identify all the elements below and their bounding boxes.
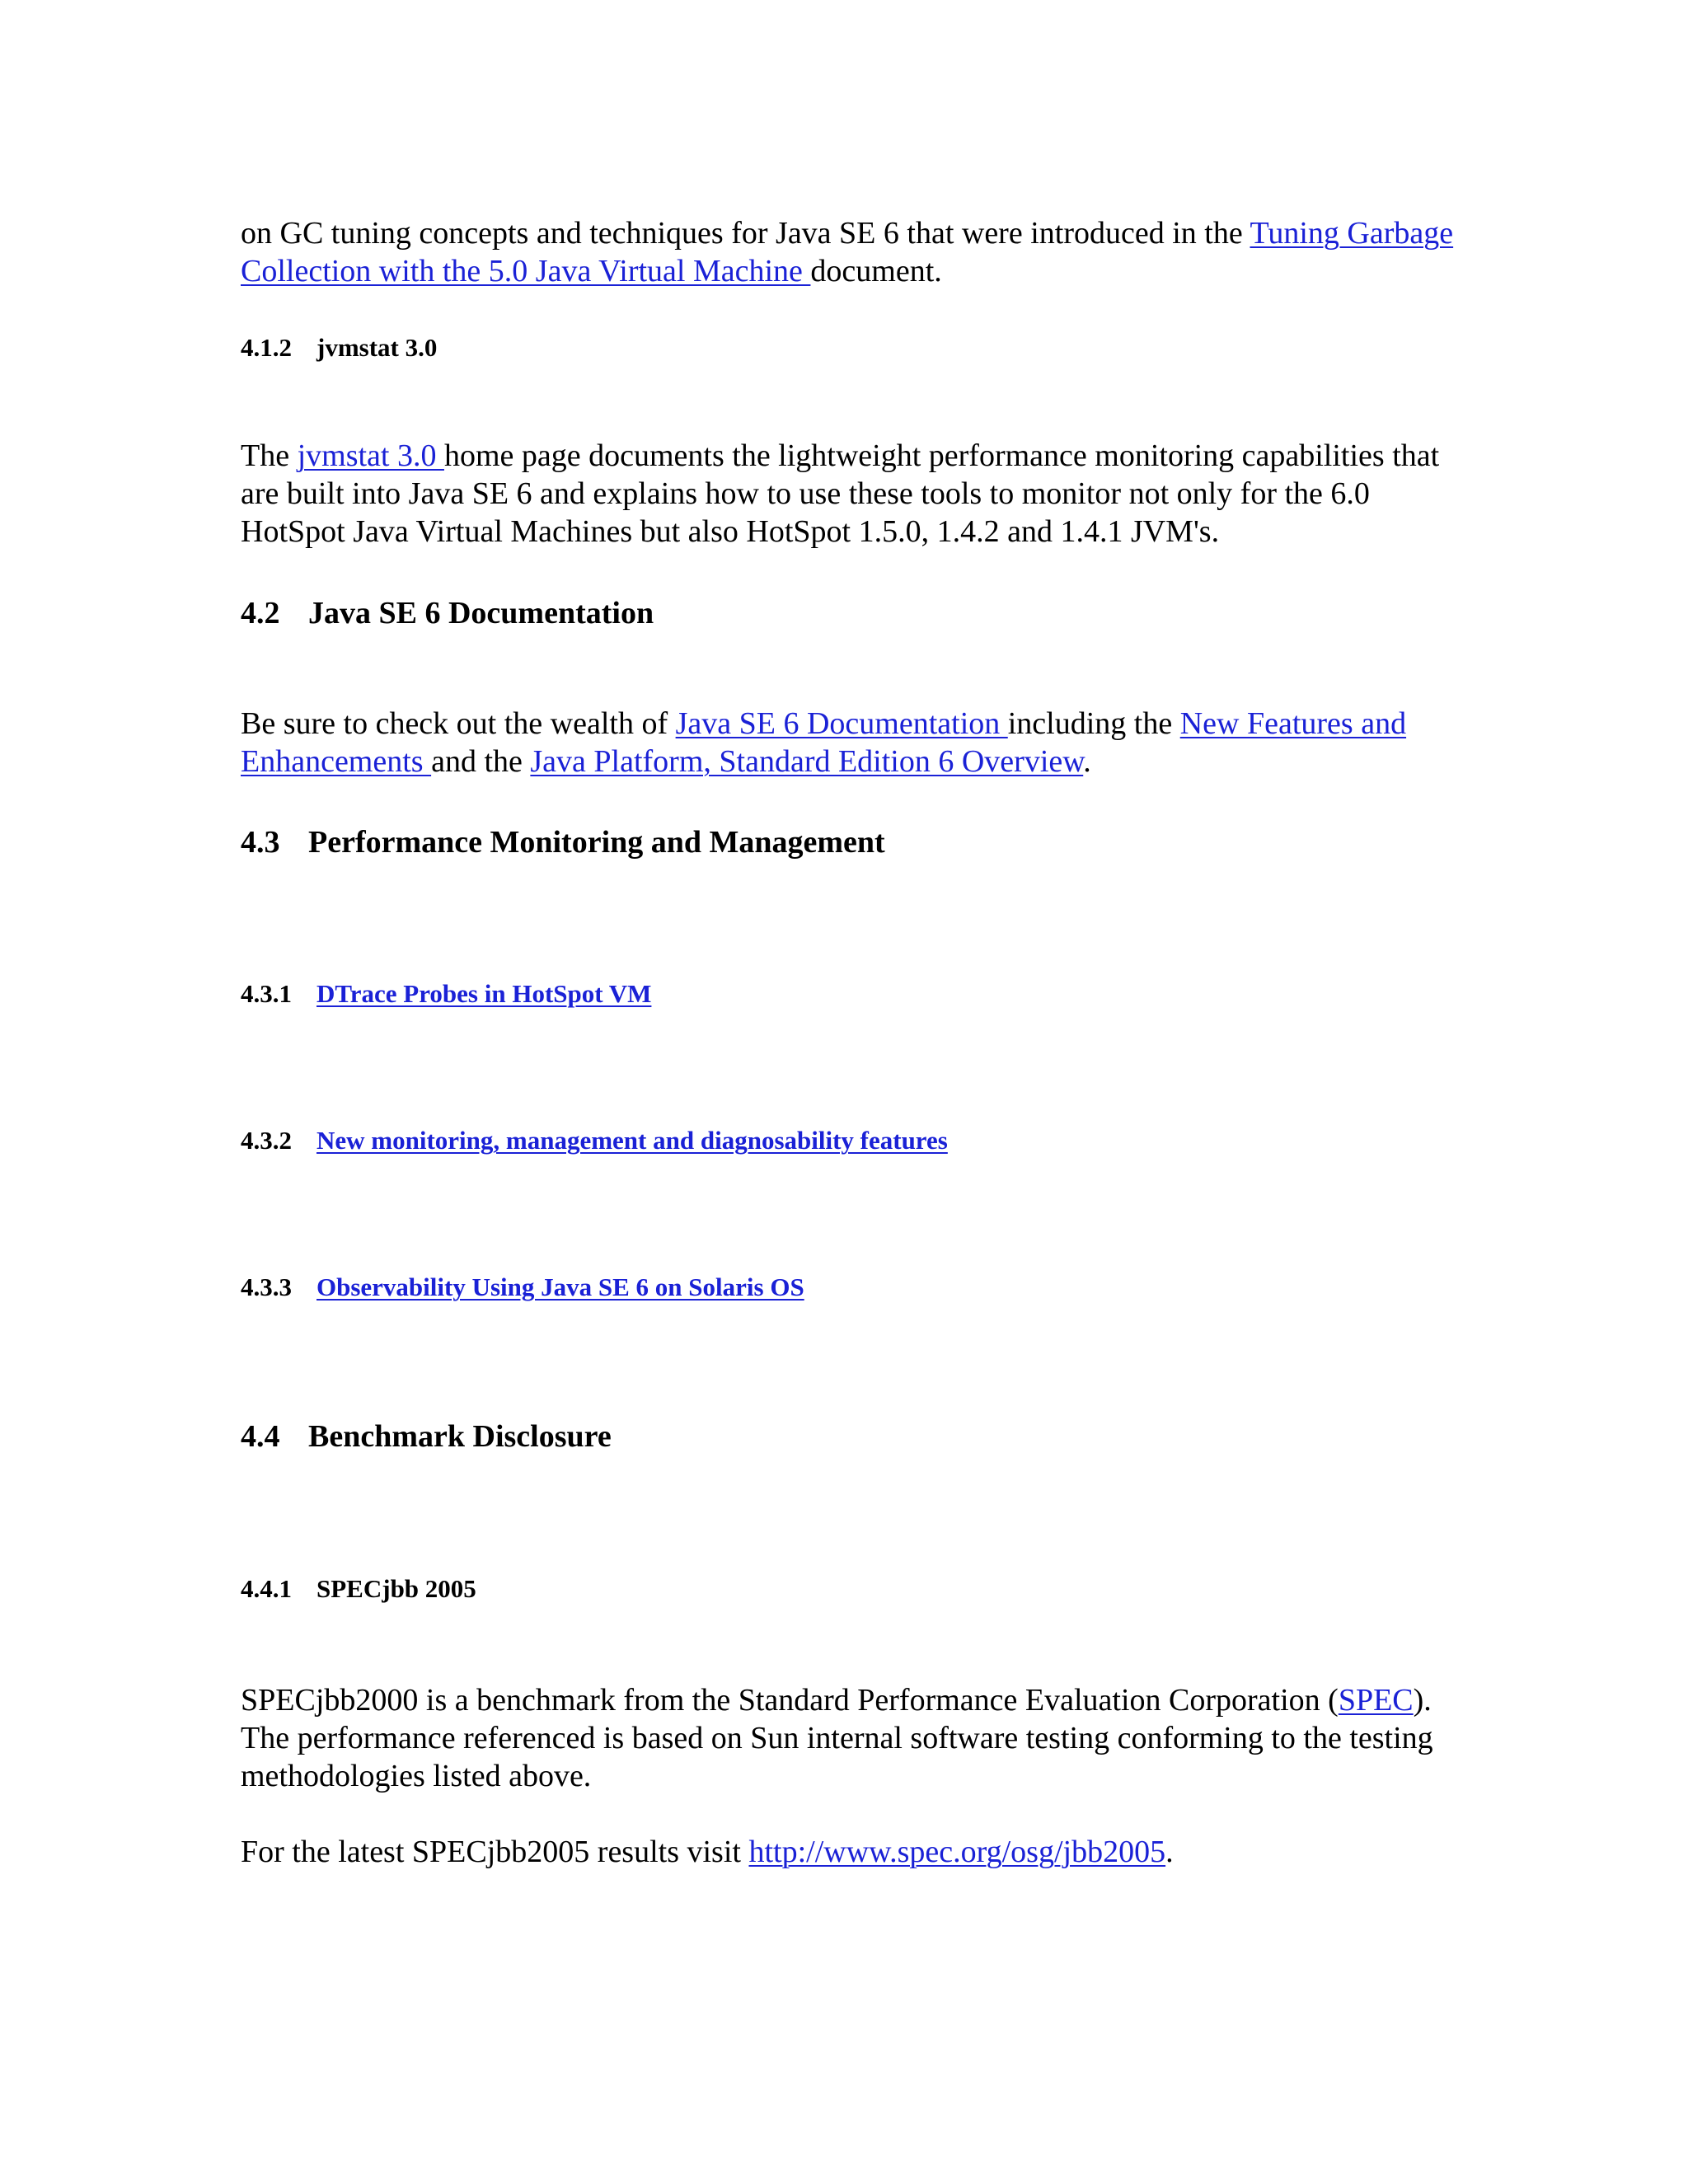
link-jvmstat[interactable]: jvmstat 3.0 [297,438,444,473]
paragraph-text: The [241,438,298,473]
link-java-se-6-documentation[interactable]: Java SE 6 Documentation [675,706,1008,741]
heading-4-3-1 [241,979,1461,1009]
paragraph-text: including the [1007,706,1180,741]
section-title: Benchmark Disclosure [308,1419,612,1454]
link-monitoring-features[interactable]: New monitoring, management and diagnosability features [316,1126,948,1155]
paragraph-documentation [241,705,1461,780]
heading-4-3 [241,824,1461,860]
paragraph-gc-tuning [241,214,1461,290]
paragraph-text: . [1083,744,1091,779]
link-spec[interactable]: SPEC [1338,1683,1414,1718]
heading-4-4 [241,1418,1461,1455]
paragraph-text: SPECjbb2000 is a benchmark from the Standard Performance Evaluation Corporation ( [241,1683,1339,1718]
heading-4-1-2 [241,333,1461,363]
paragraph-text: document. [810,254,942,288]
heading-4-2 [241,595,1461,631]
section-number: 4.1.2 [241,333,292,362]
link-platform-overview[interactable]: Java Platform, Standard Edition 6 Overview [530,744,1084,779]
section-number: 4.4 [241,1419,280,1454]
paragraph-jvmstat [241,437,1461,551]
section-title: SPECjbb 2005 [316,1574,476,1603]
link-observability-solaris[interactable]: Observability Using Java SE 6 on Solaris OS [316,1272,804,1301]
section-title: jvmstat 3.0 [316,333,438,362]
section-number: 4.3 [241,825,280,860]
heading-4-3-3 [241,1272,1461,1302]
paragraph-text: For the latest SPECjbb2005 results visit [241,1835,749,1869]
paragraph-latest-results [241,1833,1461,1871]
paragraph-text: Be sure to check out the wealth of [241,706,676,741]
paragraph-text: . [1165,1835,1174,1869]
section-title: Java SE 6 Documentation [308,596,654,630]
section-number: 4.2 [241,596,280,630]
section-title: Performance Monitoring and Management [308,825,885,860]
link-dtrace-probes[interactable]: DTrace Probes in HotSpot VM [316,979,652,1008]
link-spec-jbb2005[interactable]: http://www.spec.org/osg/jbb2005 [748,1835,1166,1869]
section-number: 4.3.3 [241,1272,292,1301]
paragraph-specjbb [241,1681,1461,1795]
paragraph-text: and the [431,744,531,779]
section-number: 4.3.2 [241,1126,292,1155]
section-number: 4.3.1 [241,979,292,1008]
paragraph-text: home page documents the lightweight performance monitoring capabilities that are built into Java SE 6 and explains how to use these tools to monitor not only for the 6.0 HotSpot Java Virtual Machines but also HotSpot 1.5.0, 1.4.2 and 1.4.1 JVM's. [241,438,1440,549]
section-number: 4.4.1 [241,1574,292,1603]
paragraph-text: on GC tuning concepts and techniques for Java SE 6 that were introduced in the [241,216,1250,251]
link-tuning-garbage-collection[interactable]: Tuning Garbage Collection with the 5.0 Java Virtual Machine [241,216,1454,288]
heading-4-3-2 [241,1126,1461,1155]
heading-4-4-1 [241,1574,1461,1604]
link-new-features[interactable]: New Features and Enhancements [241,706,1407,779]
paragraph-text: ). The performance referenced is based on Sun internal software testing conforming to the testing methodologies listed above. [241,1683,1433,1793]
